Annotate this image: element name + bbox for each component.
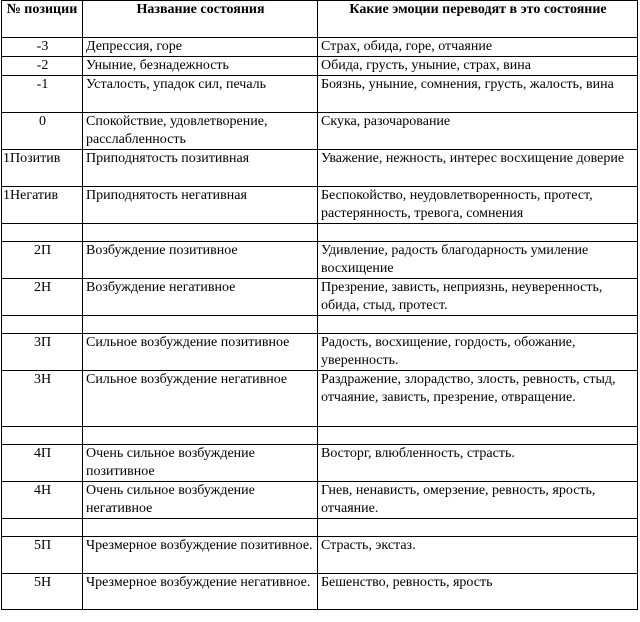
- row-emotions: Гнев, ненависть, омерзение, ревность, ярость, отчаяние.: [318, 482, 638, 519]
- row-emotions: Уважение, нежность, интерес восхищение доверие: [318, 150, 638, 187]
- row-state-name: Спокойствие, удовлетворение, расслабленность: [83, 113, 318, 150]
- row-state-name: Сильное возбуждение позитивное: [83, 334, 318, 371]
- table-row: [2, 242, 638, 279]
- row-state-name: Чрезмерное возбуждение негативное.: [83, 574, 318, 610]
- row-state-name: Усталость, упадок сил, печаль: [83, 76, 318, 113]
- spacer-cell: [318, 519, 638, 537]
- table-row: [2, 574, 638, 610]
- table-row: [2, 482, 638, 519]
- table-row: [2, 334, 638, 371]
- spacer-row: [2, 427, 638, 445]
- row-emotions: Страх, обида, горе, отчаяние: [318, 38, 638, 57]
- row-emotions: Беспокойство, неудовлетворенность, протест, растерянность, тревога, сомнения: [318, 187, 638, 224]
- spacer-cell: [318, 316, 638, 334]
- row-emotions: Радость, восхищение, гордость, обожание, уверенность.: [318, 334, 638, 371]
- spacer-cell: [83, 427, 318, 445]
- row-emotions: Страсть, экстаз.: [318, 537, 638, 574]
- table-row: [2, 187, 638, 224]
- row-emotions: Скука, разочарование: [318, 113, 638, 150]
- row-emotions: Боязнь, уныние, сомнения, грусть, жалость, вина: [318, 76, 638, 113]
- table-row: [2, 76, 638, 113]
- row-position: 5П: [2, 537, 83, 574]
- table-row: [2, 371, 638, 427]
- spacer-row: [2, 316, 638, 334]
- row-emotions: Презрение, зависть, неприязнь, неуверенность, обида, стыд, протест.: [318, 279, 638, 316]
- table-row: [2, 537, 638, 574]
- row-position: -3: [2, 38, 83, 57]
- row-state-name: Уныние, безнадежность: [83, 57, 318, 76]
- table-row: [2, 279, 638, 316]
- row-emotions: Удивление, радость благодарность умиление восхищение: [318, 242, 638, 279]
- spacer-cell: [318, 427, 638, 445]
- row-state-name: Чрезмерное возбуждение позитивное.: [83, 537, 318, 574]
- row-emotions: Бешенство, ревность, ярость: [318, 574, 638, 610]
- row-state-name: Возбуждение негативное: [83, 279, 318, 316]
- row-position: 3П: [2, 334, 83, 371]
- row-position: -1: [2, 76, 83, 113]
- row-position: 2Н: [2, 279, 83, 316]
- row-position: 4П: [2, 445, 83, 482]
- row-state-name: Приподнятость позитивная: [83, 150, 318, 187]
- spacer-row: [2, 224, 638, 242]
- row-state-name: Депрессия, горе: [83, 38, 318, 57]
- row-emotions: Обида, грусть, уныние, страх, вина: [318, 57, 638, 76]
- spacer-row: [2, 519, 638, 537]
- header-position: № позиции: [2, 1, 83, 38]
- spacer-cell: [83, 316, 318, 334]
- table-row: [2, 445, 638, 482]
- row-state-name: Сильное возбуждение негативное: [83, 371, 318, 427]
- spacer-cell: [318, 224, 638, 242]
- table-row: [2, 113, 638, 150]
- header-row: [2, 1, 638, 38]
- spacer-cell: [83, 224, 318, 242]
- row-position: 2П: [2, 242, 83, 279]
- spacer-cell: [2, 427, 83, 445]
- spacer-cell: [2, 224, 83, 242]
- row-state-name: Приподнятость негативная: [83, 187, 318, 224]
- spacer-cell: [2, 519, 83, 537]
- emotional-states-table: [1, 0, 638, 610]
- row-emotions: Восторг, влюбленность, страсть.: [318, 445, 638, 482]
- row-position: -2: [2, 57, 83, 76]
- row-emotions: Раздражение, злорадство, злость, ревность, стыд, отчаяние, зависть, презрение, отвращение.: [318, 371, 638, 427]
- table-row: [2, 57, 638, 76]
- header-state-name: Название состояния: [83, 1, 318, 38]
- table-row: [2, 150, 638, 187]
- row-position: 3Н: [2, 371, 83, 427]
- row-position: 0: [2, 113, 83, 150]
- row-state-name: Возбуждение позитивное: [83, 242, 318, 279]
- row-state-name: Очень сильное возбуждение позитивное: [83, 445, 318, 482]
- row-position: 4Н: [2, 482, 83, 519]
- row-state-name: Очень сильное возбуждение негативное: [83, 482, 318, 519]
- header-emotions: Какие эмоции переводят в это состояние: [318, 1, 638, 38]
- row-position: 1Позитив: [2, 150, 83, 187]
- row-position: 1Негатив: [2, 187, 83, 224]
- table-row: [2, 38, 638, 57]
- spacer-cell: [83, 519, 318, 537]
- row-position: 5Н: [2, 574, 83, 610]
- spacer-cell: [2, 316, 83, 334]
